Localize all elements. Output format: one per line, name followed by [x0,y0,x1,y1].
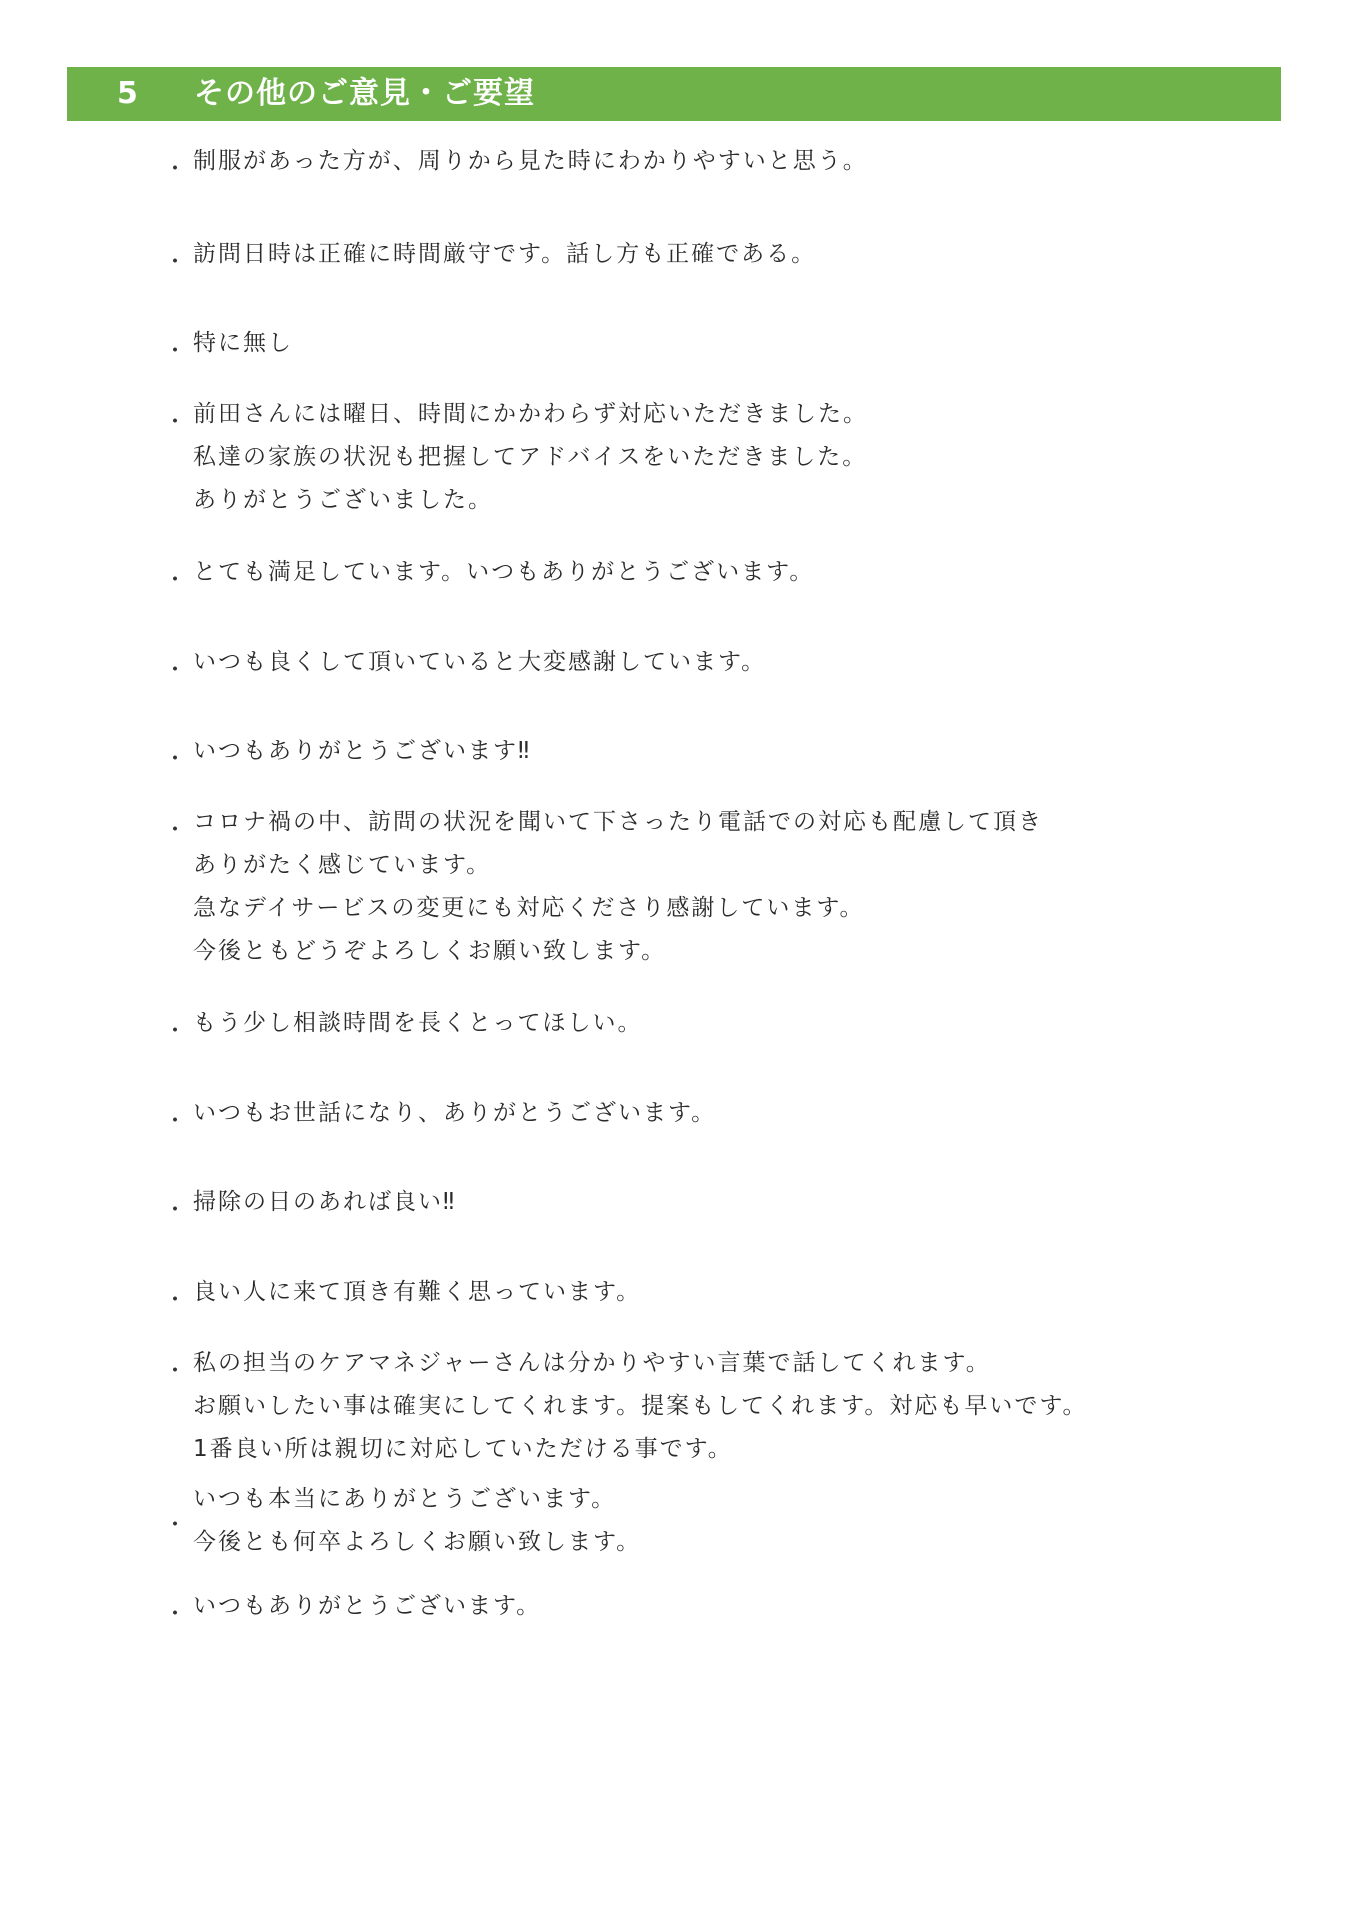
comment-line: もう少し相談時間を長くとってほしい。 [193,1010,643,1036]
comment-line: お願いしたい事は確実にしてくれます。提案もしてくれます。対応も早いです。 [193,1393,1088,1419]
bullet-marker: ・ [164,1198,187,1223]
comment-line: 今後ともどうぞよろしくお願い致します。 [193,938,667,964]
comment-line: いつもありがとうございます‼ [193,738,532,764]
bullet-marker: ・ [164,339,187,364]
comment-line: いつも本当にありがとうございます。 [193,1486,617,1512]
bullet-marker: ・ [164,1513,187,1538]
comment-line: 特に無し [193,330,293,356]
comment-line: ありがたく感じています。 [193,852,492,878]
comment-line: 良い人に来て頂き有難く思っています。 [193,1279,642,1305]
bullet-marker: ・ [164,250,187,275]
bullet-marker: ・ [164,818,187,843]
comment-text [193,393,1293,522]
comment-line: 訪問日時は正確に時間厳守です。話し方も正確である。 [193,241,817,267]
bullet-marker: ・ [164,1359,187,1384]
comment-text [193,1181,1293,1224]
section-header [67,67,1281,121]
comment-text [193,1478,1293,1564]
bullet-marker: ・ [164,157,187,182]
comment-text [193,801,1293,973]
comment-line: いつもありがとうございます。 [193,1593,542,1619]
comment-text [193,1092,1293,1135]
bullet-marker: ・ [164,1602,187,1627]
comment-text [193,1585,1293,1628]
comment-text [193,730,1293,773]
section-title: その他のご意見・ご要望 [194,76,535,111]
comment-text [193,140,1293,183]
bullet-marker: ・ [164,410,187,435]
comment-line: 制服があった方が、周りから見た時にわかりやすいと思う。 [193,148,868,174]
comment-line: とても満足しています。いつもありがとうございます。 [193,559,815,585]
comment-line: いつもお世話になり、ありがとうございます。 [193,1100,717,1126]
comment-line: 掃除の日のあれば良い‼ [193,1189,457,1215]
comment-text [193,1002,1293,1045]
comment-text [193,1271,1293,1314]
comment-line: 今後とも何卒よろしくお願い致します。 [193,1529,642,1555]
comment-line: 私達の家族の状況も把握してアドバイスをいただきました。 [193,444,868,470]
comment-line: ありがとうございました。 [193,487,493,513]
comment-line: 私の担当のケアマネジャーさんは分かりやすい言葉で話してくれます。 [193,1350,991,1376]
comment-line: 前田さんには曜日、時間にかかわらず対応いただきました。 [193,401,868,427]
bullet-marker: ・ [164,1288,187,1313]
comment-text [193,233,1293,276]
comment-line: コロナ禍の中、訪問の状況を聞いて下さったり電話での対応も配慮して頂き [193,809,1043,835]
comment-text [193,1342,1293,1471]
comment-line: いつも良くして頂いていると大変感謝しています。 [193,649,767,675]
comment-line: 1番良い所は親切に対応していただける事です。 [193,1436,733,1462]
comment-text [193,551,1293,594]
comment-text [193,322,1293,365]
bullet-marker: ・ [164,658,187,683]
comment-text [193,641,1293,684]
bullet-marker: ・ [164,1109,187,1134]
bullet-marker: ・ [164,1019,187,1044]
section-number: 5 [117,76,138,111]
comment-line: 急なデイサービスの変更にも対応くださり感謝しています。 [193,895,865,921]
bullet-marker: ・ [164,568,187,593]
bullet-marker: ・ [164,747,187,772]
